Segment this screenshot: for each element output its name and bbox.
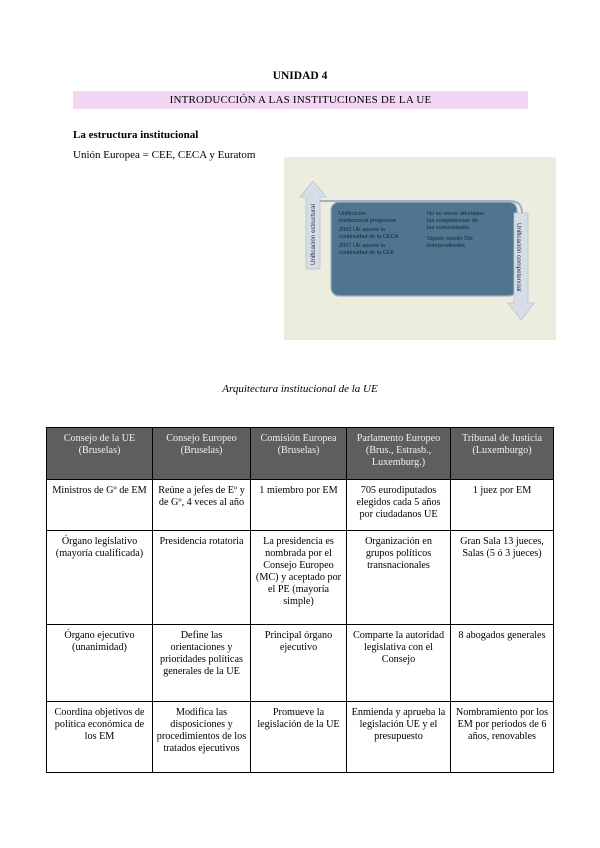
- table-row: [47, 625, 554, 702]
- box-left-line: continuidad de la CECA: [339, 234, 399, 240]
- header-cell: Parlamento Europeo (Brus., Estrasb., Luxemburg.): [347, 428, 451, 480]
- header-cell: Tribunal de Justicia (Luxemburgo): [451, 428, 554, 480]
- document-title: INTRODUCCIÓN A LAS INSTITUCIONES DE LA UE: [73, 91, 528, 109]
- section-heading: La estructura institucional: [73, 129, 199, 141]
- box-left-line: institucional progresiva: [339, 218, 396, 224]
- box-right-line: Siguen siendo OIs: [427, 236, 473, 242]
- table-cell: La presidencia es nombrada por el Consejo Europeo (MC) y aceptado por el PE (mayoría simple): [251, 531, 347, 625]
- left-arrow-label: Unificación estructural: [310, 204, 317, 265]
- box-right-line: las competencias de: [427, 218, 478, 224]
- table-cell: Modifica las disposiciones y procedimientos de los tratados ejecutivos: [153, 702, 251, 773]
- table-cell: Nombramiento por los EM por periodos de 6 años, renovables: [451, 702, 554, 773]
- box-left-line: continuidad de la CEE: [339, 250, 395, 256]
- box-right-line: No se vieron afectadas: [427, 211, 485, 217]
- section-line: Unión Europea = CEE, CECA y Euratom: [73, 149, 256, 161]
- right-arrow-label: Unificación competencial: [515, 223, 522, 292]
- table-cell: Ministros de Gº de EM: [47, 480, 153, 531]
- table-row: [47, 480, 554, 531]
- table-cell: Enmienda y aprueba la legislación UE y el presupuesto: [347, 702, 451, 773]
- table-cell: Define las orientaciones y prioridades políticas generales de la UE: [153, 625, 251, 702]
- box-right-line: independientes: [427, 243, 465, 249]
- table-cell: 1 juez por EM: [451, 480, 554, 531]
- table-cell: Organización en grupos políticos transnacionales: [347, 531, 451, 625]
- figure-diagram: [284, 157, 556, 340]
- table-cell: Órgano ejecutivo (unanimidad): [47, 625, 153, 702]
- table-cell: 8 abogados generales: [451, 625, 554, 702]
- box-left-text: [339, 211, 399, 256]
- unit-label: UNIDAD 4: [272, 70, 328, 82]
- box-left-line: 2002 UE asume la: [339, 227, 386, 233]
- table-cell: Principal órgano ejecutivo: [251, 625, 347, 702]
- institutions-table: [46, 427, 554, 773]
- box-left-line: 2007 UE asume la: [339, 243, 386, 249]
- institutional-figure: [284, 157, 556, 340]
- table-cell: Presidencia rotatoria: [153, 531, 251, 625]
- header-cell: Consejo de la UE (Bruselas): [47, 428, 153, 480]
- table-cell: Órgano legislativo (mayoría cualificada): [47, 531, 153, 625]
- table-row: [47, 531, 554, 625]
- box-left-line: Unificación: [339, 211, 367, 217]
- header-cell: Comisión Europea (Bruselas): [251, 428, 347, 480]
- table-cell: Promueve la legislación de la UE: [251, 702, 347, 773]
- table-cell: Gran Sala 13 jueces, Salas (5 ó 3 jueces): [451, 531, 554, 625]
- table-header-row: [47, 428, 554, 480]
- figure-caption: Arquitectura institucional de la UE: [222, 383, 378, 395]
- table-cell: 1 miembro por EM: [251, 480, 347, 531]
- table-cell: Comparte la autoridad legislativa con el Consejo: [347, 625, 451, 702]
- table-row: [47, 702, 554, 773]
- table-cell: Reúne a jefes de Eº y de Gº, 4 veces al año: [153, 480, 251, 531]
- header-cell: Consejo Europeo (Bruselas): [153, 428, 251, 480]
- table-cell: Coordina objetivos de política económica de los EM: [47, 702, 153, 773]
- box-right-line: las comunidades: [427, 225, 469, 231]
- table-cell: 705 eurodiputados elegidos cada 5 años por ciudadanos UE: [347, 480, 451, 531]
